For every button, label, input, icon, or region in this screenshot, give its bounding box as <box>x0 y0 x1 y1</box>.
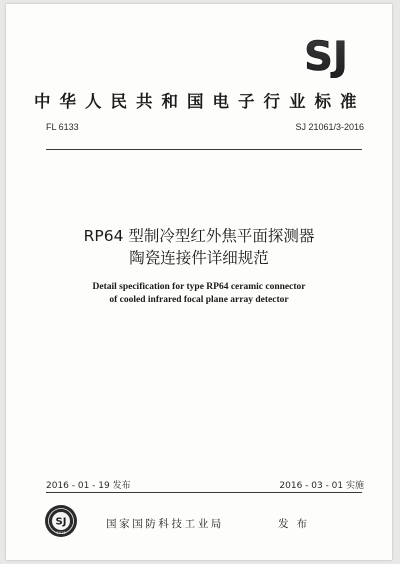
logo-text: SJ <box>304 34 348 78</box>
issuer-name: 国家国防科技工业局 <box>106 518 224 530</box>
issue-date: 2016 - 01 - 19 发布 <box>46 481 131 491</box>
title-cn-line1: RP64 型制冷型红外焦平面探测器 <box>83 227 315 245</box>
issuer-seal-icon <box>44 504 78 538</box>
sj-logo <box>294 34 358 78</box>
title-en-line1: Detail specification for type RP64 ceramic connector <box>92 282 306 292</box>
implement-date: 2016 - 03 - 01 实施 <box>279 481 364 491</box>
standard-number: SJ 21061/3-2016 <box>295 122 364 132</box>
title-en-line2: of cooled infrared focal plane array detector <box>109 295 289 305</box>
seal-year: 2016 <box>56 531 66 535</box>
classification-code: FL 6133 <box>46 122 79 132</box>
organization-title: 中华人民共和国电子行业标准 <box>34 92 366 111</box>
header-divider <box>46 149 362 150</box>
issue-label: 发布 <box>278 518 315 530</box>
title-cn-line2: 陶瓷连接件详细规范 <box>129 249 269 267</box>
document-page <box>6 4 392 560</box>
footer-divider <box>46 492 362 493</box>
seal-logo-text: SJ <box>55 516 67 528</box>
